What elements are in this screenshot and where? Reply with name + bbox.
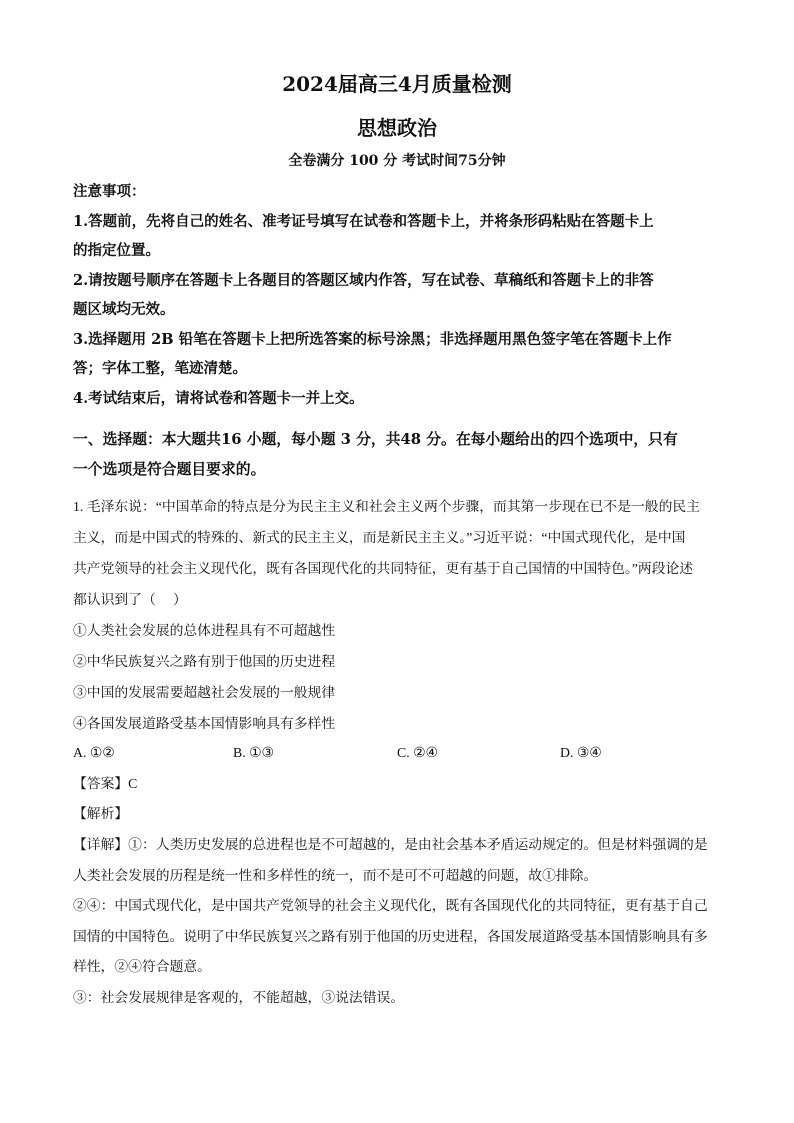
detail-line: ②④：中国式现代化，是中国共产党领导的社会主义现代化，既有各国现代化的共同特征，更有基于自己 bbox=[73, 898, 708, 913]
answer-text: 【答案】C bbox=[73, 776, 138, 791]
notes-line: 的指定位置。 bbox=[73, 242, 160, 259]
question-line: 1. 毛泽东说：“中国革命的特点是分为民主主义和社会主义两个步骤，而其第一步现在已不是一般的民主 bbox=[73, 499, 700, 514]
analysis-heading bbox=[73, 799, 725, 829]
notes-line: 1.答题前，先将自己的姓名、准考证号填写在试卷和答题卡上，并将条形码粘贴在答题卡上 bbox=[73, 212, 654, 230]
detail-line: 【详解】①：人类历史发展的总进程也是不可超越的，是由社会基本矛盾运动规定的。但是材料强调的是 bbox=[73, 837, 708, 852]
notes-line: 题区域均无效。 bbox=[73, 301, 175, 318]
choice-c: C. ②④ bbox=[397, 745, 438, 760]
choice-a: A. ①② bbox=[73, 745, 115, 760]
question-line: 主义，而是中国式的特殊的、新式的民主主义，而是新民主主义。”习近平说：“中国式现代化，是中国 bbox=[73, 530, 686, 545]
choice-b: B. ①③ bbox=[233, 745, 274, 760]
question-1-stem bbox=[73, 491, 725, 615]
question-line: 共产党领导的社会主义现代化，既有各国现代化的共同特征，更有基于自己国情的中国特色。”两段论述 bbox=[73, 561, 694, 576]
analysis-label: 【解析】 bbox=[73, 806, 129, 821]
section-line: 一个选项是符合题目要求的。 bbox=[73, 460, 266, 478]
statement-list bbox=[73, 615, 725, 739]
notes-line: 3.选择题用 2B 铅笔在答题卡上把所选答案的标号涂黑；非选择题用黑色签字笔在答题卡上作 bbox=[73, 330, 672, 348]
notes-line: 2.请按题号顺序在答题卡上各题目的答题区域内作答，写在试卷、草稿纸和答题卡上的非答 bbox=[73, 271, 654, 289]
detail-line: 国情的中国特色。说明了中华民族复兴之路有别于他国的历史进程，各国发展道路受基本国情影响具有多 bbox=[73, 928, 708, 944]
answer-choices bbox=[73, 739, 725, 767]
statement-item: ④各国发展道路受基本国情影响具有多样性 bbox=[73, 716, 336, 731]
notes-section bbox=[73, 177, 725, 413]
detail-line: 人类社会发展的历程是统一性和多样性的统一，而不是可不可超越的问题，故①排除。 bbox=[73, 867, 598, 883]
detail-section bbox=[73, 830, 725, 1013]
detail-line: ③：社会发展规律是客观的，不能超越，③说法错误。 bbox=[73, 989, 405, 1005]
subject-title: 思想政治 bbox=[357, 116, 437, 140]
statement-item: ②中华民族复兴之路有别于他国的历史进程 bbox=[73, 654, 336, 669]
notes-line: 4.考试结束后，请将试卷和答题卡一并上交。 bbox=[73, 389, 364, 407]
section-heading bbox=[73, 425, 725, 484]
choice-d: D. ③④ bbox=[560, 745, 602, 760]
section-line: 一、选择题：本大题共16 小题，每小题 3 分，共48 分。在每小题给出的四个选项中，只有 bbox=[73, 431, 678, 448]
question-line: 都认识到了（ ） bbox=[73, 592, 187, 607]
detail-line: 样性，②④符合题意。 bbox=[73, 959, 211, 974]
answer-line bbox=[73, 769, 725, 799]
exam-info: 全卷满分 100 分 考试时间75分钟 bbox=[288, 153, 506, 169]
notes-heading: 注意事项： bbox=[73, 183, 146, 200]
statement-item: ③中国的发展需要超越社会发展的一般规律 bbox=[73, 685, 336, 700]
exam-title: 2024届高三4月质量检测 bbox=[282, 72, 512, 96]
statement-item: ①人类社会发展的总体进程具有不可超越性 bbox=[73, 623, 336, 638]
notes-line: 答；字体工整，笔迹清楚。 bbox=[73, 360, 247, 377]
